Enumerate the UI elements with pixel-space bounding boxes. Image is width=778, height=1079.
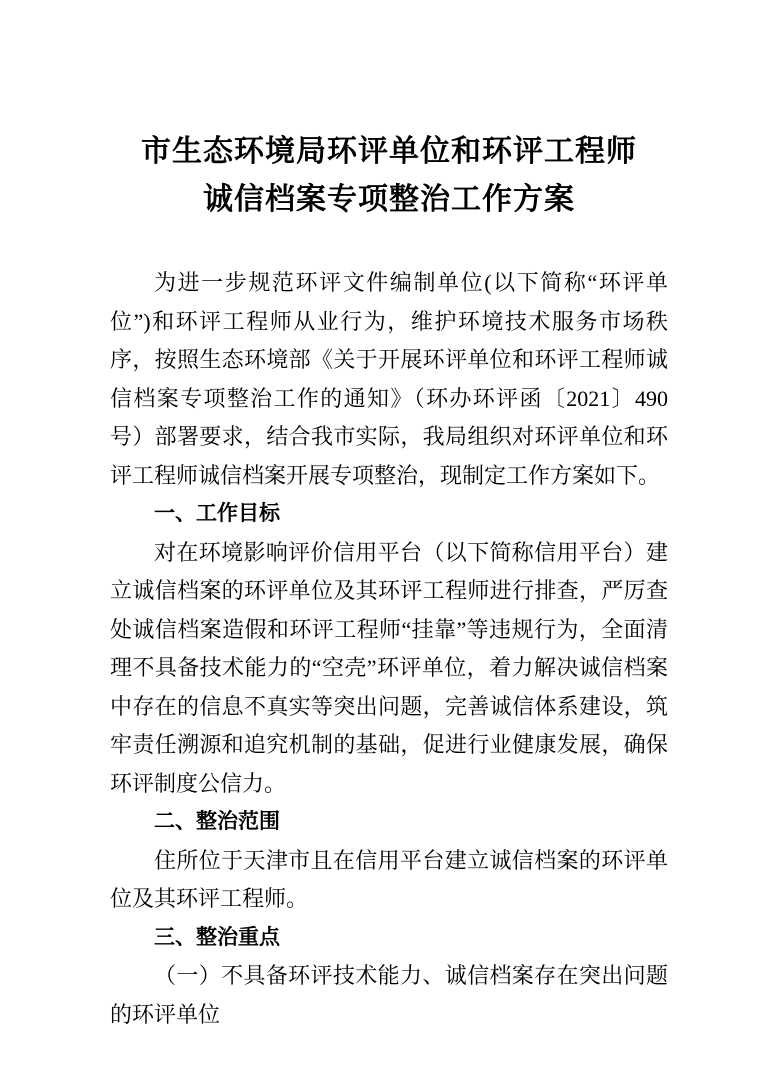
document-title-line2: 诚信档案专项整治工作方案 bbox=[203, 183, 575, 216]
document-title-line1: 市生态环境局环评单位和环评工程师 bbox=[141, 135, 637, 168]
section-heading-2-scope: 二、整治范围 bbox=[154, 810, 280, 833]
section-heading-1-work-goals: 一、工作目标 bbox=[154, 502, 280, 525]
document-title bbox=[110, 128, 668, 224]
section-heading-3-key-points: 三、整治重点 bbox=[154, 925, 280, 949]
document-body bbox=[110, 264, 668, 1034]
paragraph-work-goals: 对在环境影响评价信用平台（以下简称信用平台）建立诚信档案的环评单位及其环评工程师进行排查，严厉查处诚信档案造假和环评工程师“挂靠”等违规行为，全面清理不具备技术能力的“空壳”环评单位，着力解决诚信档案中存在的信息不真实等突出问题，完善诚信体系建设，筑牢责任溯源和追究机制的基础，促进行业健康发展，确保环评制度公信力。 bbox=[110, 539, 668, 796]
subheading-key-point-1: （一）不具备环评技术能力、诚信档案存在突出问题的环评单位 bbox=[110, 963, 668, 1027]
document-content bbox=[110, 128, 668, 1034]
paragraph-intro: 为进一步规范环评文件编制单位(以下简称“环评单位”)和环评工程师从业行为，维护环境技术服务市场秩序，按照生态环境部《关于开展环评单位和环评工程师诚信档案专项整治工作的通知》（环办环评函〔2021〕490 号）部署要求，结合我市实际，我局组织对环评单位和环评工程师诚信档案开展专项整治，现制定工作方案如下。 bbox=[110, 270, 668, 488]
paragraph-scope: 住所位于天津市且在信用平台建立诚信档案的环评单位及其环评工程师。 bbox=[110, 847, 668, 911]
